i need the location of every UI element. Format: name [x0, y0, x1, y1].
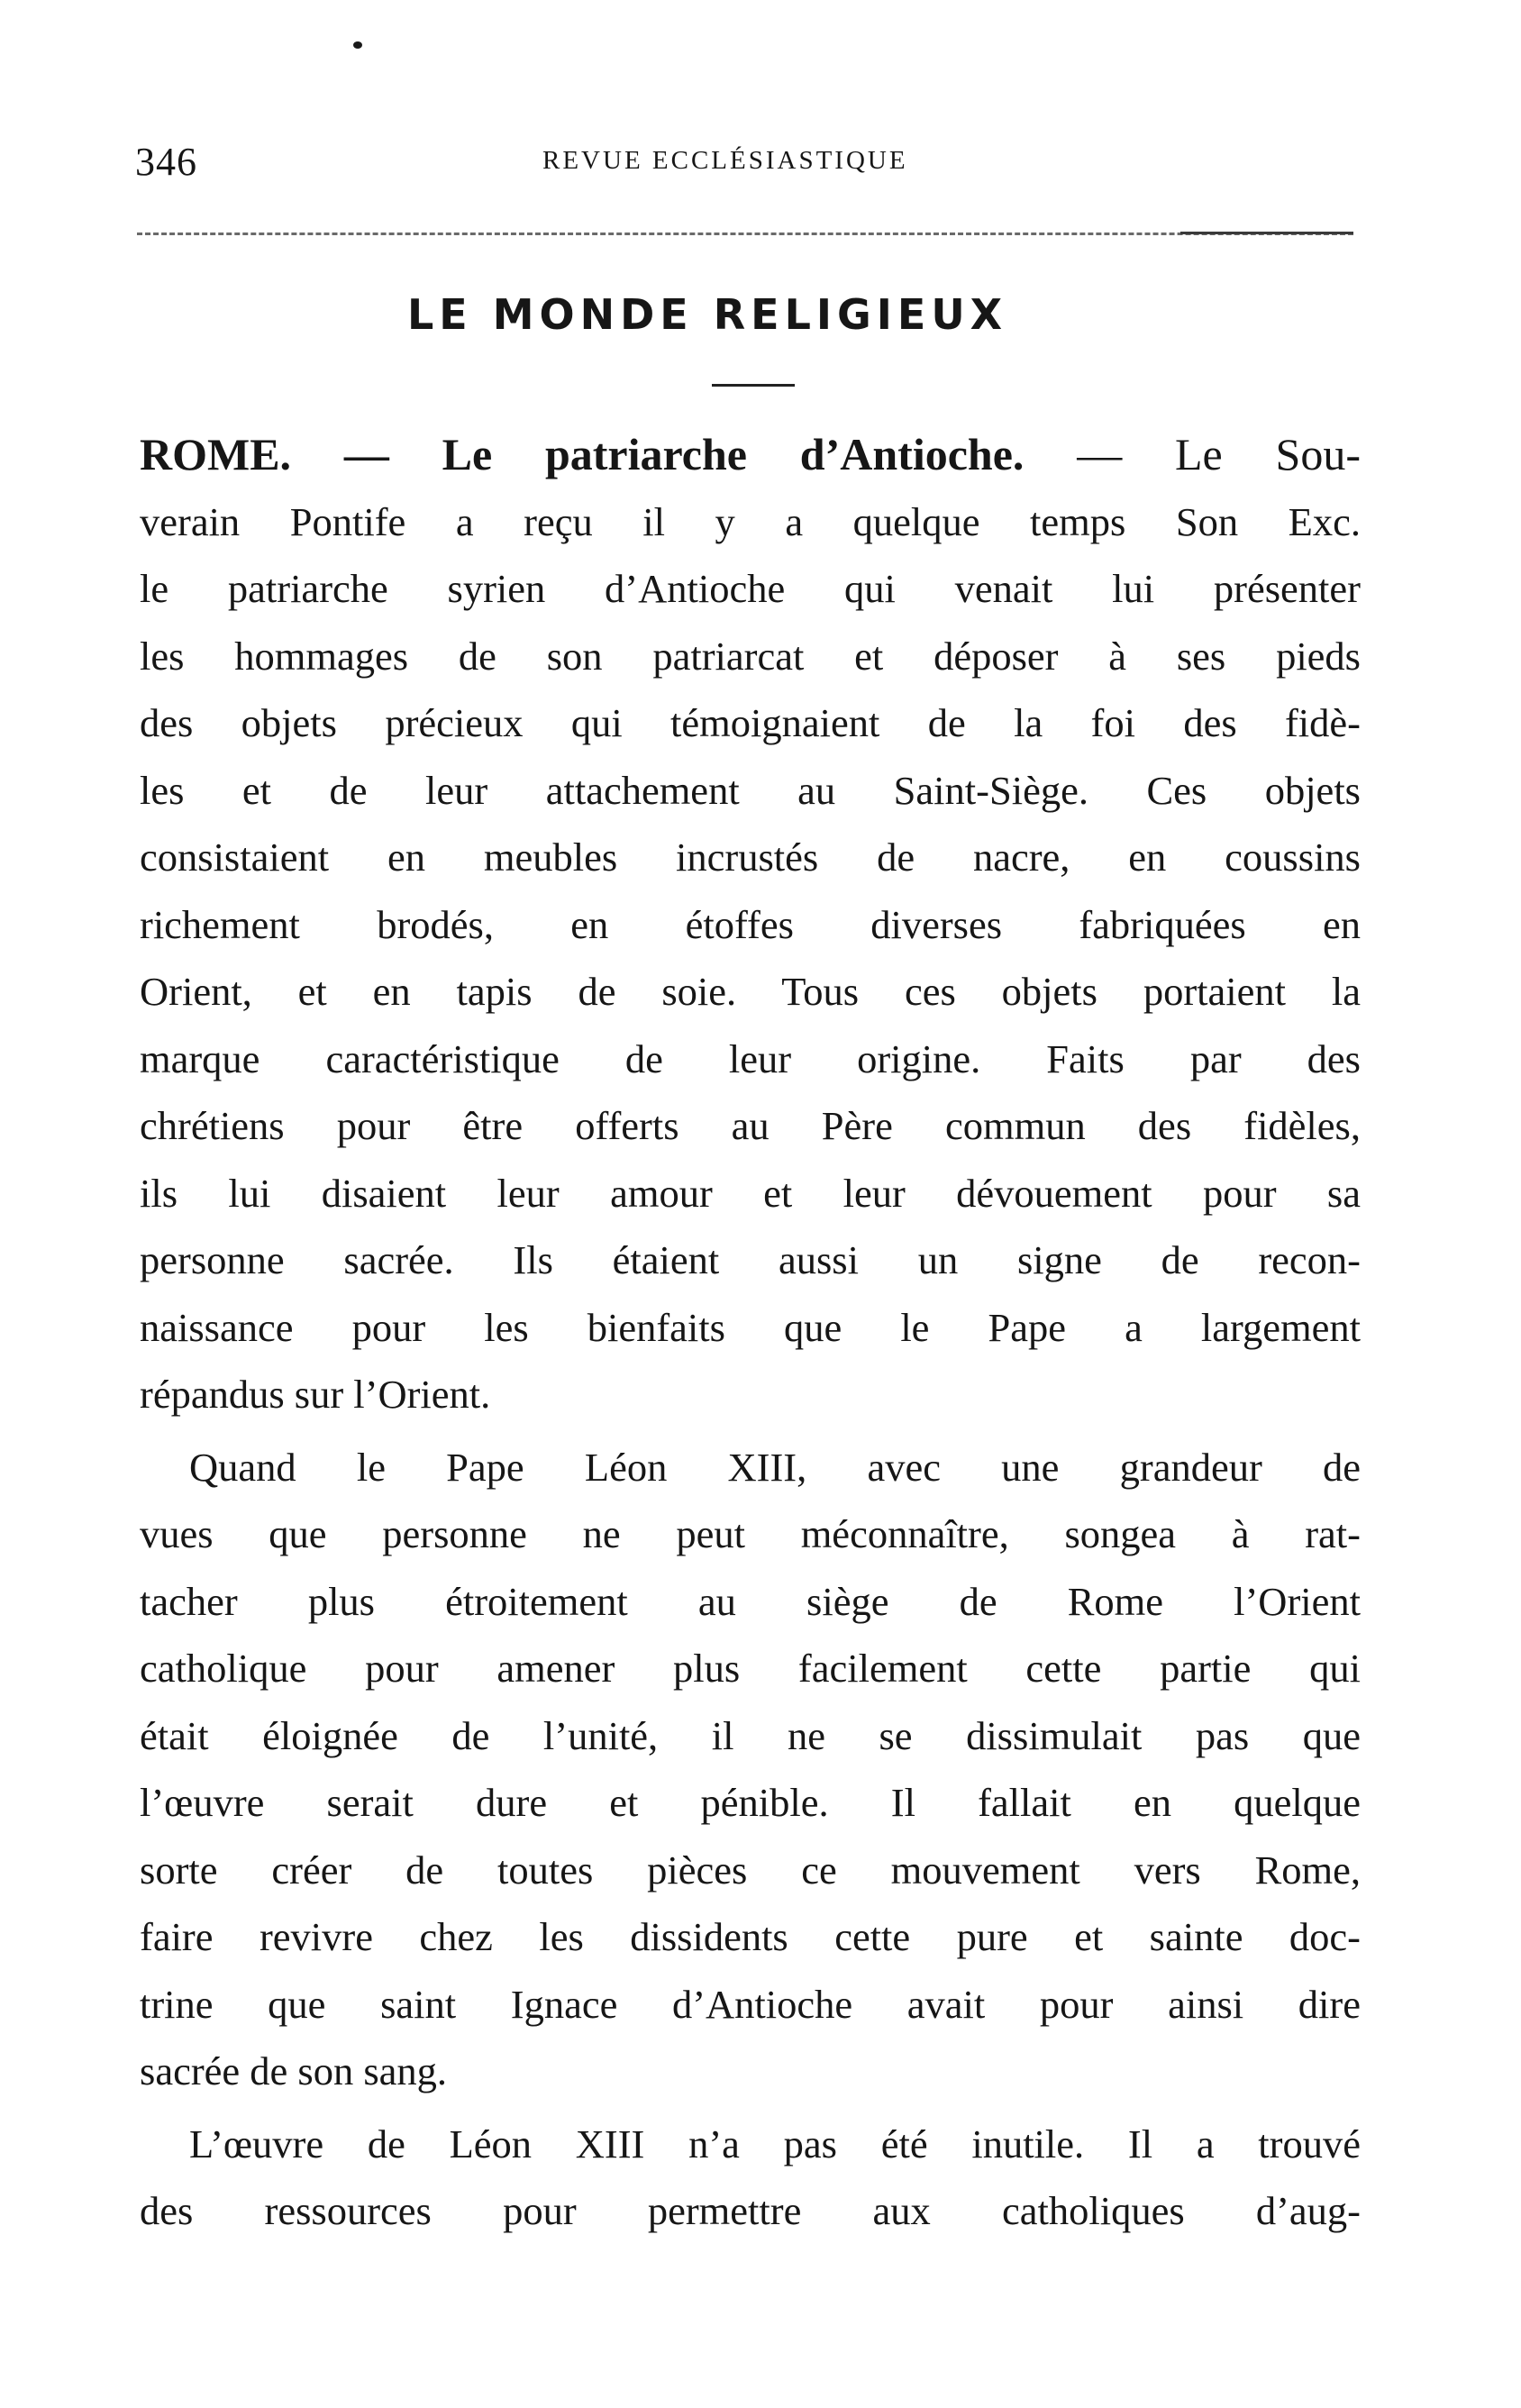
article-body	[140, 421, 1361, 2245]
text-line: marque caractéristique de leur origine. Faits par des	[140, 1035, 1361, 1081]
header-rule-solid-segment	[1180, 232, 1353, 234]
text-line: répandus sur l’Orient.	[140, 1372, 491, 1417]
text-line: était éloignée de l’unité, il ne se dissimulait pas que	[140, 1712, 1361, 1758]
lead-place: ROME.	[140, 429, 292, 479]
section-title-rule	[712, 384, 795, 387]
lead-heading: Le patriarche d’Antioche.	[442, 429, 1025, 479]
paragraph-start-line: Quand le Pape Léon XIII, avec une grandeur de	[189, 1444, 1361, 1490]
section-title: LE MONDE RELIGIEUX	[407, 290, 1008, 339]
text-line: des ressources pour permettre aux catholiques d’aug-	[140, 2188, 1361, 2233]
text-line: le patriarche syrien d’Antioche qui venait lui présenter	[140, 566, 1361, 611]
text-line: sacrée de son sang.	[140, 2048, 448, 2093]
text-line: les hommages de son patriarcat et déposer à ses pieds	[140, 633, 1361, 679]
journal-title: REVUE ECCLÉSIASTIQUE	[542, 146, 908, 175]
text-line: tacher plus étroitement au siège de Rome l’Orient	[140, 1578, 1361, 1624]
text-line: chrétiens pour être offerts au Père commun des fidèles,	[140, 1103, 1361, 1148]
text-line: naissance pour les bienfaits que le Pape a largement	[140, 1304, 1361, 1350]
running-head	[135, 135, 1361, 189]
text-line: consistaient en meubles incrustés de nacre, en coussins	[140, 835, 1361, 880]
text-line: verain Pontife a reçu il y a quelque temps Son Exc.	[140, 498, 1361, 544]
ink-speck	[353, 41, 362, 49]
page-number: 346	[135, 140, 197, 184]
text-line: ils lui disaient leur amour et leur dévouement pour sa	[140, 1170, 1361, 1216]
text-line: trine que saint Ignace d’Antioche avait pour ainsi dire	[140, 1981, 1361, 2027]
text-line: Orient, et en tapis de soie. Tous ces objets portaient la	[140, 969, 1361, 1014]
text-line: les et de leur attachement au Saint-Siège. Ces objets	[140, 767, 1361, 813]
text-line: richement brodés, en étoffes diverses fabriquées en	[140, 901, 1361, 947]
article-lead-line	[140, 421, 1361, 488]
paragraph-start-line: L’œuvre de Léon XIII n’a pas été inutile. Il a trouvé	[189, 2121, 1361, 2166]
text-line: des objets précieux qui témoignaient de la foi des fidè-	[140, 700, 1361, 745]
header-rule	[137, 233, 1353, 235]
text-line: faire revivre chez les dissidents cette pure et sainte doc-	[140, 1914, 1361, 1959]
text-line: personne sacrée. Ils étaient aussi un signe de recon-	[140, 1237, 1361, 1282]
lead-dash: —	[291, 429, 442, 479]
text-line: l’œuvre serait dure et pénible. Il fallait en quelque	[140, 1780, 1361, 1825]
text-line: sorte créer de toutes pièces ce mouvement vers Rome,	[140, 1847, 1361, 1893]
lead-rest: — Le Sou-	[1024, 429, 1361, 479]
text-line: vues que personne ne peut méconnaître, songea à rat-	[140, 1511, 1361, 1556]
text-line: catholique pour amener plus facilement cette partie qui	[140, 1646, 1361, 1691]
